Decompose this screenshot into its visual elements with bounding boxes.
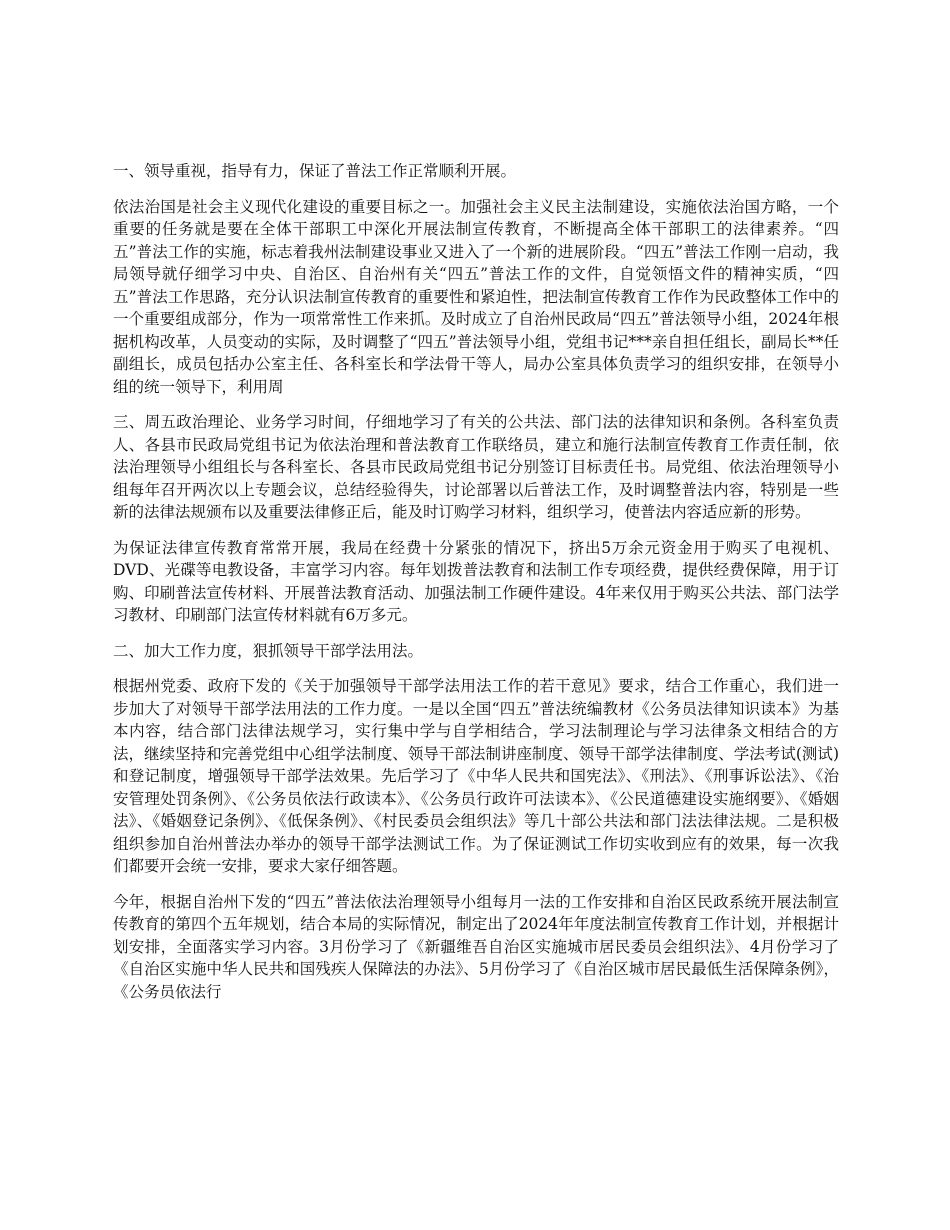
section-heading-2: 二、加大工作力度，狠抓领导干部学法用法。 (113, 641, 424, 660)
paragraph-funding: 为保证法律宣传教育常常开展，我局在经费十分紧张的情况下，挤出5万余元资金用于购买了电视机、DVD、光碟等电教设备，丰富学习内容。每年划拨普法教育和法制工作专项经费，提供经费保障，用于订购、印刷普法宣传材料、开展普法教育活动、加强法制工作硬件建设。4年来仅用于购买公共法、部门法学习教材、印刷部门法宣传材料就有6万多元。 (113, 538, 839, 624)
section-heading-1: 一、领导重视，指导有力，保证了普法工作正常顺利开展。 (113, 162, 517, 180)
paragraph-rule-of-law: 依法治国是社会主义现代化建设的重要目标之一。加强社会主义民主法制建设，实施依法治国方略，一个重要的任务就是要在全体干部职工中深化开展法制宣传教育，不断提高全体干部职工的法律素养。“四五”普法工作的实施，标志着我州法制建设事业又进入了一个新的进展阶段。“四五”普法工作刚一启动，我局领导就仔细学习中央、自治区、自治州有关“四五”普法工作的文件，自觉领悟文件的精神实质，“四五”普法工作思路，充分认识法制宣传教育的重要性和紧迫性，把法制宣传教育工作作为民政整体工作中的一个重要组成部分，作为一项常常性工作来抓。及时成立了自治州民政局“四五”普法领导小组，2024年根据机构改革，人员变动的实际，及时调整了“四五”普法领导小组，党组书记***亲自担任组长，副局长**任副组长，成员包括办公室主任、各科室长和学法骨干等人，局办公室具体负责学习的组织安排，在领导小组的统一领导下，利用周 (113, 197, 839, 396)
paragraph-leader-study: 根据州党委、政府下发的《关于加强领导干部学法用法工作的若干意见》要求，结合工作重心，我们进一步加大了对领导干部学法用法的工作力度。一是以全国“四五”普法统编教材《公务员法律知识读本》为基本内容，结合部门法律法规学习，实行集中学与自学相结合，学习法制理论与学习法律条文相结合的方法，继续坚持和完善党组中心组学法制度、领导干部法制讲座制度、领导干部学法律制度、学法考试(测试)和登记制度，增强领导干部学法效果。先后学习了《中华人民共和国宪法》、《刑法》、《刑事诉讼法》、《治安管理处罚条例》、《公务员依法行政读本》、《公务员行政许可法读本》、《公民道德建设实施纲要》、《婚姻法》、《婚姻登记条例》、《低保条例》、《村民委员会组织法》等几十部公共法和部门法法律法规。二是积极组织参加自治州普法办举办的领导干部学法测试工作。为了保证测试工作切实收到应有的效果，每一次我们都要开会统一安排，要求大家仔细答题。 (113, 677, 839, 875)
paragraph-this-year: 今年，根据自治州下发的“四五”普法依法治理领导小组每月一法的工作安排和自治区民政系统开展法制宣传教育的第四个五年规划，结合本局的实际情况，制定出了2024年年度法制宣传教育工作计划，并根据计划安排，全面落实学习内容。3月份学习了《新疆维吾自治区实施城市居民委员会组织法》、4月份学习了《自治区实施中华人民共和国残疾人保障法的办法》、5月份学习了《自治区城市居民最低生活保障条例》，《公务员依法行 (113, 892, 839, 1001)
paragraph-friday-study: 三、周五政治理论、业务学习时间，仔细地学习了有关的公共法、部门法的法律知识和条例。各科室负责人、各县市民政局党组书记为依法治理和普法教育工作联络员，建立和施行法制宣传教育工作责任制，依法治理领导小组组长与各科室长、各县市民政局党组书记分别签订目标责任书。局党组、依法治理领导小组每年召开两次以上专题会议，总结经验得失，讨论部署以后普法工作，及时调整普法内容，特别是一些新的法律法规颁布以及重要法律修正后，能及时订购学习材料，组织学习，使普法内容适应新的形势。 (113, 413, 839, 521)
document-body (113, 160, 839, 1016)
